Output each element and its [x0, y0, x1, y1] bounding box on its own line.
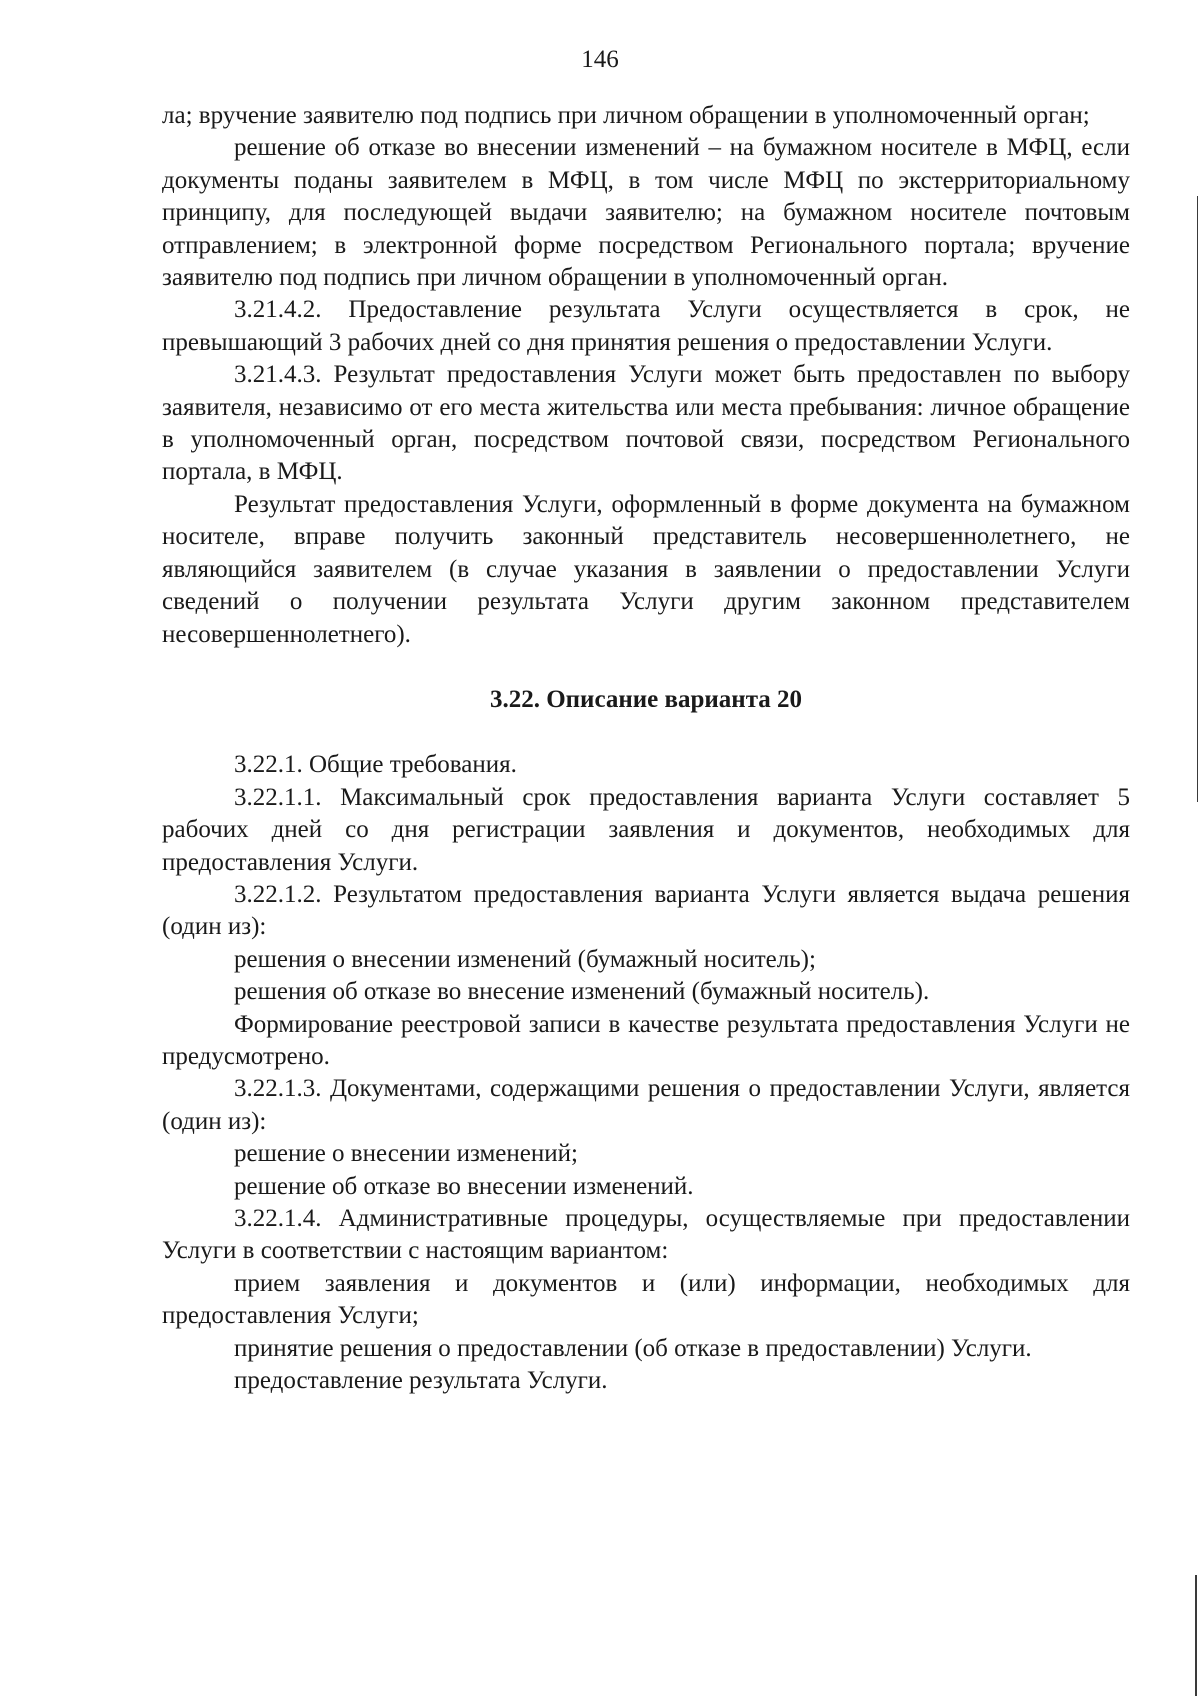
scan-edge-line: [1195, 1575, 1197, 1696]
paragraph: 3.22.1.2. Результатом предоставления варианта Услуги является выдача решения (один из):: [162, 880, 1130, 941]
paragraph: 3.21.4.2. Предоставление результата Услуги осуществляется в срок, не превышающий 3 рабочих дней со дня принятия решения о предоставлении Услуги.: [162, 296, 1130, 356]
paragraph: ла; вручение заявителю под подпись при личном обращении в уполномоченный орган;: [162, 102, 1090, 129]
section-heading: 3.22. Описание варианта 20: [489, 685, 803, 713]
paragraph: 3.21.4.3. Результат предоставления Услуги может быть предоставлен по выбору заявителя, независимо от его места жительства или места пребывания: личное обращение в уполномоченный орган, посредством почтовой связи, посредством Регионального портала, в МФЦ.: [162, 361, 1130, 486]
paragraph: решение об отказе во внесении изменений.: [234, 1172, 694, 1200]
paragraphs-before-heading: [162, 100, 1130, 651]
paragraph: решение об отказе во внесении изменений – на бумажном носителе в МФЦ, если документы поданы заявителем в МФЦ, в том числе МФЦ по экстерриториальному принципу, для последующей выдачи заявителю; на бумажном носителе почтовым отправлением; в электронной форме посредством Регионального портала; вручение заявителю под подпись при личном обращении в уполномоченный орган.: [162, 134, 1130, 292]
paragraph: 3.22.1.4. Административные процедуры, осуществляемые при предоставлении Услуги в соответствии с настоящим вариантом:: [162, 1205, 1130, 1265]
paragraphs-after-heading: [162, 749, 1130, 1397]
paragraph: Формирование реестровой записи в качестве результата предоставления Услуги не предусмотрено.: [162, 1010, 1130, 1070]
paragraph: 3.22.1. Общие требования.: [234, 751, 517, 779]
paragraph: 3.22.1.3. Документами, содержащими решения о предоставлении Услуги, является (один из):: [162, 1075, 1130, 1135]
paragraph: прием заявления и документов и (или) информации, необходимых для предоставления Услуги;: [162, 1269, 1130, 1330]
paragraph: решение о внесении изменений;: [234, 1140, 578, 1168]
page-number: 146: [581, 46, 619, 73]
paragraph: решения об отказе во внесение изменений (бумажный носитель).: [234, 978, 930, 1006]
paragraph: Результат предоставления Услуги, оформленный в форме документа на бумажном носителе, вправе получить законный представитель несовершеннолетнего, не являющийся заявителем (в случае указания в заявлении о предоставлении Услуги сведений о получении результата Услуги другим законном представителем несовершеннолетнего).: [162, 490, 1130, 648]
paragraph: решения о внесении изменений (бумажный носитель);: [234, 945, 816, 973]
paragraph: 3.22.1.1. Максимальный срок предоставления варианта Услуги составляет 5 рабочих дней со дня регистрации заявления и документов, необходимых для предоставления Услуги.: [162, 783, 1130, 876]
paragraph: предоставление результата Услуги.: [234, 1367, 608, 1395]
document-body: [162, 100, 1130, 1397]
paragraph: принятие решения о предоставлении (об отказе в предоставлении) Услуги.: [234, 1334, 1032, 1362]
scan-edge-line: [1197, 196, 1198, 802]
